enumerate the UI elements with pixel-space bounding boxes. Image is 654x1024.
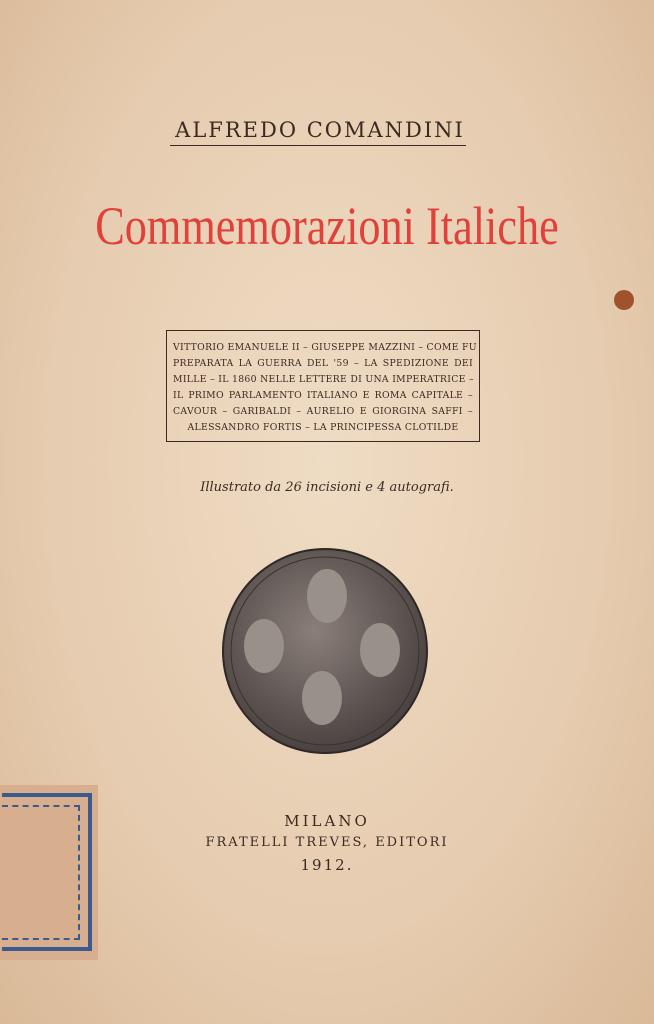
publication-city: MILANO xyxy=(284,812,370,830)
contents-box xyxy=(166,330,480,442)
contents-line: IL PRIMO PARLAMENTO ITALIANO E ROMA CAPITALE – xyxy=(173,390,473,401)
publisher-name: FRATELLI TREVES, EDITORI xyxy=(205,835,449,850)
label-border-inner xyxy=(2,805,80,940)
contents-line: MILLE – IL 1860 NELLE LETTERE DI UNA IMPERATRICE – xyxy=(173,374,474,385)
medal-image xyxy=(222,548,428,754)
paper-stain xyxy=(614,290,634,310)
book-title: Commemorazioni Italiche xyxy=(95,196,559,256)
contents-line: CAVOUR – GARIBALDI – AURELIO E GIORGINA SAFFI – xyxy=(173,406,473,417)
author-name: ALFREDO COMANDINI xyxy=(175,118,465,142)
library-label xyxy=(0,785,98,960)
publication-year: 1912. xyxy=(300,856,354,874)
illustrations-note: Illustrato da 26 incisioni e 4 autografi. xyxy=(200,480,454,495)
contents-line: VITTORIO EMANUELE II – GIUSEPPE MAZZINI – COME FU xyxy=(173,342,477,353)
author-underline xyxy=(170,145,466,146)
contents-line: ALESSANDRO FORTIS – LA PRINCIPESSA CLOTILDE xyxy=(187,422,459,433)
contents-line: PREPARATA LA GUERRA DEL '59 – LA SPEDIZIONE DEI xyxy=(173,358,473,369)
